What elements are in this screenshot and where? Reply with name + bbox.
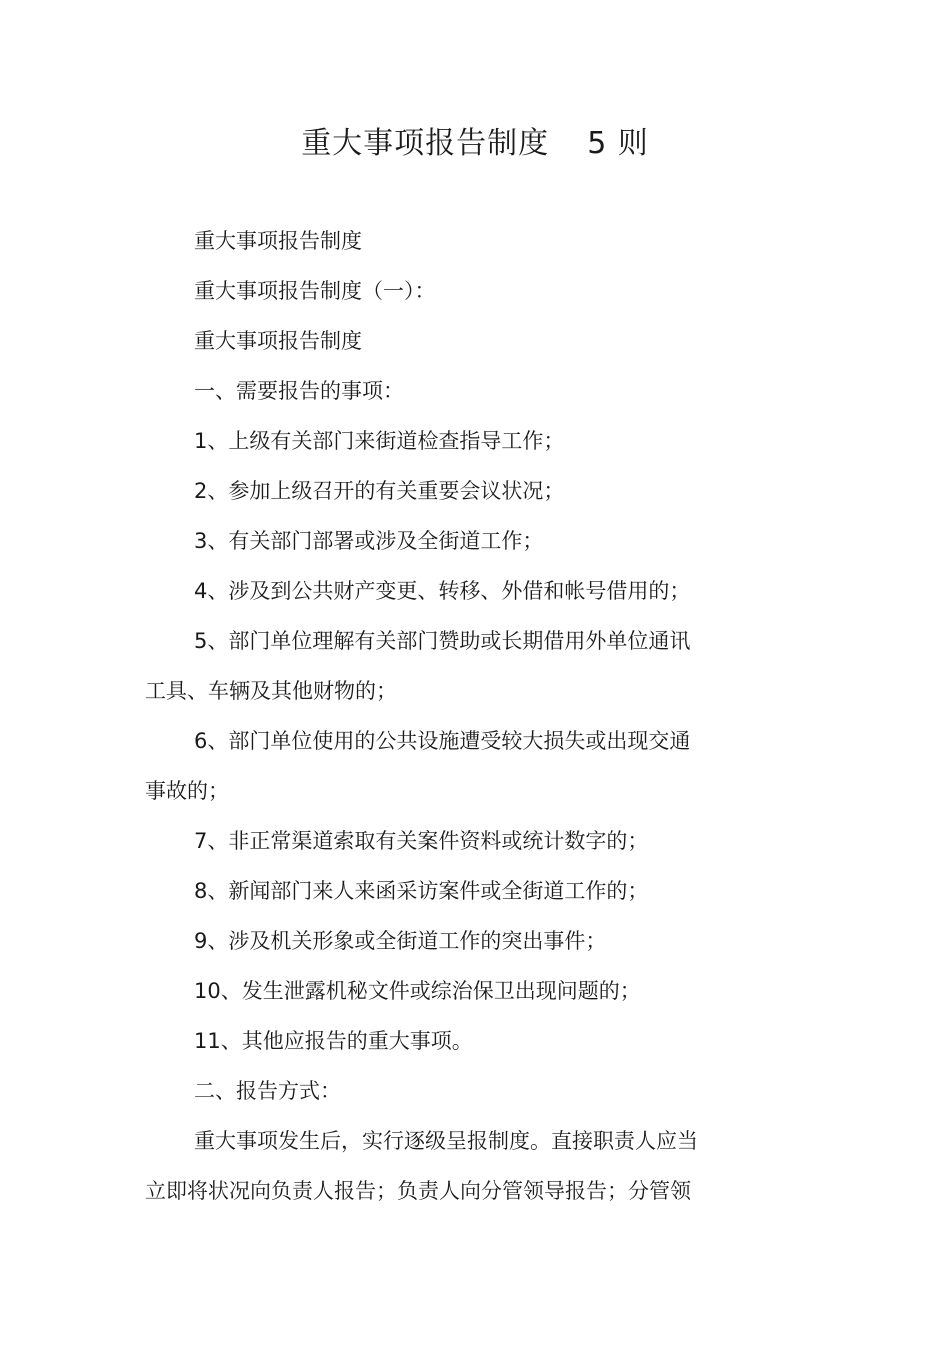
section-heading-2: 二、报告方式：: [194, 1079, 341, 1103]
paragraph-heading: 重大事项报告制度: [194, 229, 362, 253]
paragraph-subheading: 重大事项报告制度（一）：: [194, 279, 436, 303]
section-heading-1: 一、需要报告的事项：: [194, 379, 404, 403]
list-item: 8、新闻部门来人来函采访案件或全街道工作的；: [194, 879, 649, 903]
paragraph-heading-repeat: 重大事项报告制度: [194, 329, 362, 353]
list-item: 6、部门单位使用的公共设施遭受较大损失或出现交通: [194, 729, 691, 753]
document-title: [0, 122, 950, 166]
list-item: 4、涉及到公共财产变更、转移、外借和帐号借用的；: [194, 579, 691, 603]
paragraph-text: 重大事项发生后，实行逐级呈报制度。直接职责人应当: [194, 1129, 698, 1153]
list-item: 2、参加上级召开的有关重要会议状况；: [194, 479, 565, 503]
title-text: 重大事项报告制度: [301, 126, 550, 161]
list-item: 9、涉及机关形象或全街道工作的突出事件；: [194, 929, 607, 953]
list-item-continuation: 工具、车辆及其他财物的；: [145, 679, 397, 703]
list-item: 11、其他应报告的重大事项。: [194, 1029, 473, 1053]
document-body: [145, 224, 745, 1224]
list-item: 5、部门单位理解有关部门赞助或长期借用外单位通讯: [194, 629, 691, 653]
list-item: 10、发生泄露机秘文件或综治保卫出现问题的；: [194, 979, 641, 1003]
paragraph-text-continuation: 立即将状况向负责人报告；负责人向分管领导报告；分管领: [145, 1179, 691, 1203]
list-item: 1、上级有关部门来街道检查指导工作；: [194, 429, 565, 453]
title-suffix: 5 则: [587, 126, 649, 161]
list-item: 7、非正常渠道索取有关案件资料或统计数字的；: [194, 829, 649, 853]
list-item-continuation: 事故的；: [145, 779, 229, 803]
list-item: 3、有关部门部署或涉及全街道工作；: [194, 529, 544, 553]
